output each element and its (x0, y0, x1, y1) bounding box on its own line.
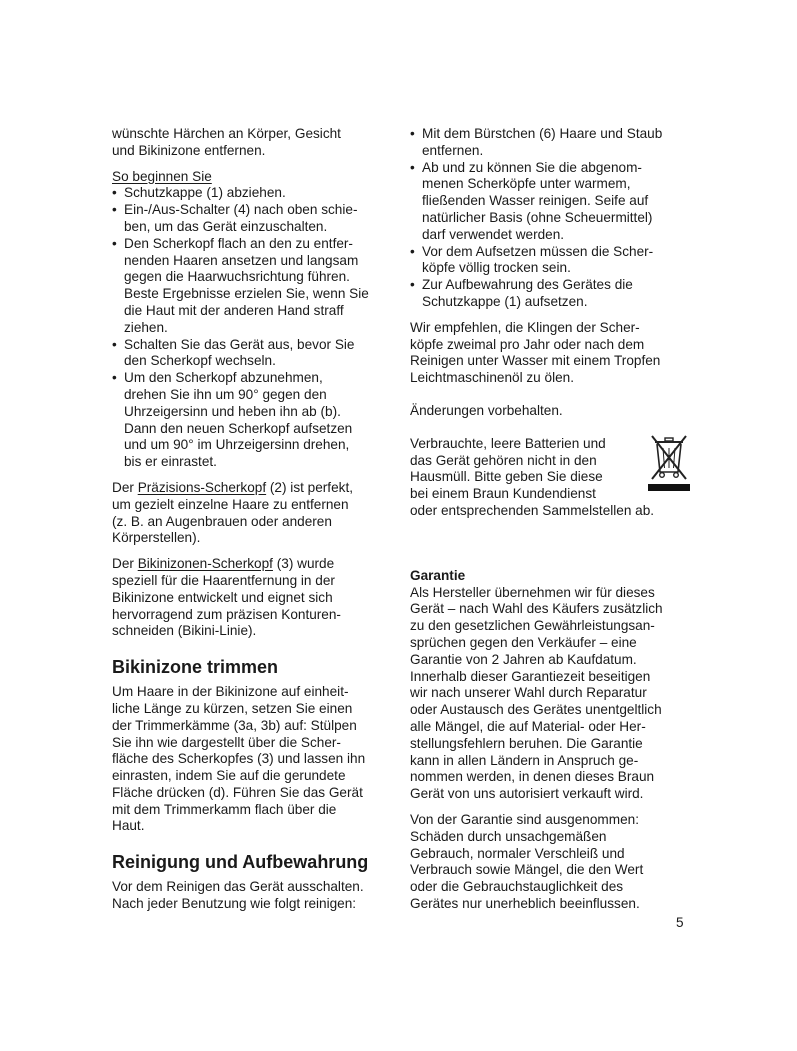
clean-heading: Reinigung und Aufbewahrung (112, 852, 369, 873)
start-section (112, 169, 388, 471)
trim-paragraph: Um Haare in der Bikinizone auf einheit- liche Länge zu kürzen, setzen Sie einen der Trimmerkämme (3a, 3b) auf: Stülpen Sie ihn wie dargestellt über die Scher- fläche des Scherkopfes (3) und lassen ihn einrasten, indem Sie auf die gerundete Fläche drücken (d). Führen Sie das Gerät mit dem Trimmerkamm flach über die Haut. (112, 684, 366, 834)
exclusion-paragraph: Von der Garantie sind ausgenommen: Schäden durch unsachgemäßen Gebrauch, normaler Verschleiß und Verbrauch sowie Mängel, die den Wert oder die Gebrauchstauglichkeit des Gerätes nur unerheblich beeinflussen. (410, 811, 644, 911)
crossed-out-wheelie-bin-icon (646, 432, 692, 494)
list-item: • Den Scherkopf flach an den zu entfer- nenden Haaren ansetzen und langsam gegen die Haarwuchsrichtung führen. Beste Ergebnisse erzielen Sie, wenn Sie die Haut mit der anderen Hand straff ziehen. (112, 236, 388, 337)
start-bullet-list (112, 185, 388, 471)
guarantee-section (410, 568, 696, 913)
page-number: 5 (676, 915, 684, 930)
oil-paragraph: Wir empfehlen, die Klingen der Scher- köpfe zweimal pro Jahr oder nach dem Reinigen unter Wasser mit einem Tropfen Leichtmaschinenöl zu ölen. (410, 319, 661, 386)
battery-disposal-notice (410, 436, 696, 520)
precision-head-paragraph: Der Präzisions-Scherkopf (2) ist perfekt, um gezielt einzelne Haare zu entfernen (z. B. an Augenbrauen oder anderen Körperstellen). (112, 479, 353, 546)
right-column (410, 126, 696, 922)
precision-head-term: Präzisions-Scherkopf (137, 479, 267, 495)
list-item: • Um den Scherkopf abzunehmen, drehen Sie ihn um 90° gegen den Uhrzeigersinn und heben ihn ab (b). Dann den neuen Scherkopf aufsetzen und um 90° im Uhrzeigersinn drehen, bis er einrastet. (112, 370, 388, 471)
changes-note: Änderungen vorbehalten. (410, 402, 563, 418)
guarantee-heading: Garantie (410, 567, 466, 583)
list-item: • Schalten Sie das Gerät aus, bevor Sie den Scherkopf wechseln. (112, 337, 388, 371)
bikini-head-term: Bikinizonen-Scherkopf (137, 556, 273, 572)
clean-paragraph: Vor dem Reinigen das Gerät ausschalten. Nach jeder Benutzung wie folgt reinigen: (112, 879, 364, 912)
list-item: • Schutzkappe (1) abziehen. (112, 185, 388, 202)
guarantee-paragraph: Als Hersteller übernehmen wir für dieses Gerät – nach Wahl des Käufers zusätzlich zu den gesetzlichen Gewährleistungsan- sprüchen gegen den Verkäufer – eine Garantie von 2 Jahren ab Kaufdatum. Innerhalb dieser Garantiezeit beseitigen wir nach unserer Wahl durch Reparatur oder Austausch des Gerätes unentgeltlich alle Mängel, die auf Material- oder Her- stellungsfehlern beruhen. Die Garantie kann in allen Ländern in Anspruch ge- nommen werden, in denen dieses Braun Gerät von uns autorisiert verkauft wird. (410, 584, 663, 802)
intro-paragraph: wünschte Härchen an Körper, Gesicht und Bikinizone entfernen. (112, 126, 341, 158)
trim-heading: Bikinizone trimmen (112, 657, 279, 678)
left-column (112, 126, 388, 922)
list-item: • Ab und zu können Sie die abgenom- menen Scherköpfe unter warmem, fließenden Wasser reinigen. Seife auf natürlicher Basis (ohne Scheuermittel) darf verwendet werden. (410, 160, 696, 244)
battery-text: Verbrauchte, leere Batterien und das Gerät gehören nicht in den Hausmüll. Bitte geben Sie diese bei einem Braun Kundendienst oder entsprechenden Sammelstellen ab. (410, 435, 655, 518)
list-item: • Zur Aufbewahrung des Gerätes die Schutzkappe (1) aufsetzen. (410, 277, 696, 311)
list-item: • Ein-/Aus-Schalter (4) nach oben schie- ben, um das Gerät einzuschalten. (112, 202, 388, 236)
clean-bullet-list (410, 126, 696, 311)
list-item: • Vor dem Aufsetzen müssen die Scher- köpfe völlig trocken sein. (410, 244, 696, 278)
bikini-head-paragraph: Der Bikinizonen-Scherkopf (3) wurde speziell für die Haarentfernung in der Bikinizone entwickelt und eignet sich hervorragend zum präzisen Konturen- schneiden (Bikini-Linie). (112, 556, 341, 639)
list-item: • Mit dem Bürstchen (6) Haare und Staub entfernen. (410, 126, 696, 160)
start-heading: So beginnen Sie (112, 168, 212, 184)
